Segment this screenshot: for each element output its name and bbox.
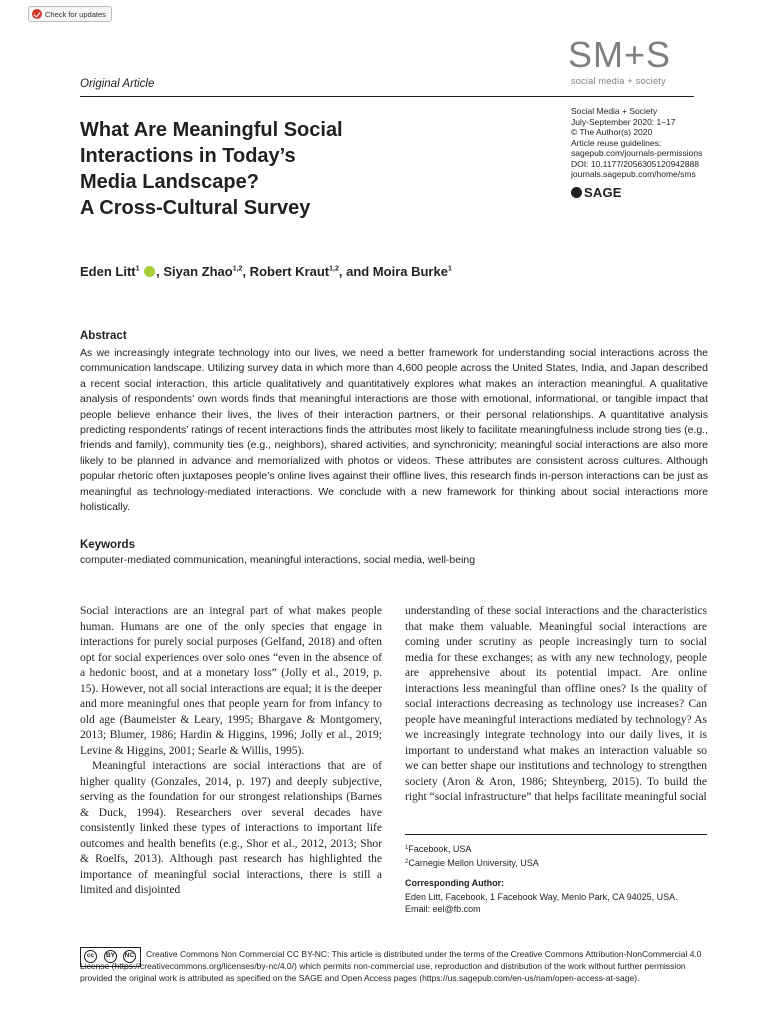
orcid-icon[interactable] [144, 266, 155, 277]
body-paragraph: understanding of these social interactions and the characteristics that make them valuable. Meaningful social interactions are coming under scrutiny as people increasingly turn to social media for these exchanges; as with any new technology, people are apprehensive about its potential impact. Are online interactions less meaningful than offline ones? Is the quality of social interactions decreasing as technology use increases? Can people have meaningful interactions mediated by technology? As we increasingly integrate technology into our daily lives, it is important to understand what makes an interaction valuable so we can better shape our institutions and technology to strengthen society (Aron & Aron, 1986; Shteynberg, 2015). To build the right “social infrastructure” that helps facilitate meaningful social [405, 605, 707, 803]
title-line: What Are Meaningful Social [80, 119, 343, 141]
affiliation-marker: 1 [405, 845, 409, 851]
sage-icon [571, 187, 582, 198]
publisher-logo [571, 185, 622, 200]
body-paragraph: Meaningful interactions are social interactions that are of higher quality (Gonzales, 2014, p. 197) and deeply subjective, serving as the foundation for our strongest relationships (Barnes & Duck, 1994). Researchers over several decades have consistently linked these types of interactions to important life outcomes and health benefits (e.g., Shor et al., 2012, 2013; Shor & Roelfs, 2013). Although past research has highlighted the importance of meaningful social interactions, there is still a limited and disjointed [80, 760, 382, 896]
issue-date: July-September 2020: 1–17 [571, 116, 676, 127]
body-column-right [405, 604, 707, 806]
abstract-heading: Abstract [80, 330, 127, 342]
abstract-text: As we increasingly integrate technology into our lives, we need a better framework for understanding social interactions across the communication landscape. Utilizing survey data in which more than 4,600 people across the United States, India, and Japan described a recent social interaction, this article qualitatively and quantitatively explores what makes an interaction meaningful. A qualitative analysis of respondents’ own words finds that meaningful interactions are those with emotional, informational, or tangible impact that people believe enhance their lives, the lives of their interaction partners, or their personal relationships. A quantitative analysis predicting respondents’ ratings of recent interactions finds the attributes most likely to facilitate meaningfulness include strong ties (e.g., friends and family), community ties (e.g., neighbors), shared activities, and synchronicity; meaningful social interactions are also more likely to be planned in advance and memorialized with photos or videos. These attributes are consistent across cultures. Although popular rhetoric often juxtaposes people’s online lives against their offline lives, this research finds in-person interactions can be just as meaningful as technology-mediated interactions. We conclude with a new framework for thinking about social interactions more holistically. [80, 347, 708, 514]
article-type: Original Article [80, 78, 155, 90]
check-for-updates-badge[interactable] [28, 6, 112, 22]
affiliation-item [405, 842, 707, 856]
author-affiliation-marker: 1 [447, 265, 452, 273]
journal-logo-subtitle: social media + society [571, 76, 666, 86]
author-affiliation-marker: 1,2 [329, 265, 339, 273]
affiliation-item [405, 856, 707, 870]
corresponding-address: Eden Litt, Facebook, 1 Facebook Way, Menlo Park, CA 94025, USA. [405, 892, 678, 902]
footnote-rule [405, 834, 707, 835]
journal-home-link[interactable]: journals.sagepub.com/home/sms [571, 169, 696, 179]
affiliation-text: Facebook, USA [408, 844, 472, 854]
author-name: , Robert Kraut [242, 264, 330, 279]
keywords-text: computer-mediated communication, meaningful interactions, social media, well-being [80, 554, 476, 566]
title-line: A Cross-Cultural Survey [80, 197, 311, 219]
article-title [80, 117, 400, 221]
doi[interactable]: DOI: 10.1177/2056305120942888 [571, 158, 699, 169]
author-affiliation-marker: 1,2 [232, 265, 243, 273]
corresponding-author-details [405, 891, 707, 915]
author-name: , and Moira Burke [338, 264, 448, 279]
author-name: Eden Litt [80, 264, 136, 279]
body-paragraph: Social interactions are an integral part of what makes people human. Humans are one of the only species that engage in interactions for purely social purposes (Gelfand, 2018) and often opt for social experiences over solo ones “even in the absence of a hedonic boost, and at a monetary loss” (Jolly et al., 2019, p. 15). However, not all social interactions are equal; it is the deeper and more meaningful ones that people yearn for from infancy to old age (Baumeister & Leary, 1995; Bhargave & Montgomery, 2013; Blumer, 1986; Hardin & Higgins, 1996; Jolly et al., 2019; Levine & Higgins, 2001; Searle & Willis, 1995). [80, 605, 382, 757]
affiliation-text: Carnegie Mellon University, USA [408, 858, 539, 868]
corresponding-email[interactable]: Email: eel@fb.com [405, 904, 481, 914]
copyright: © The Author(s) 2020 [571, 127, 653, 137]
reuse-label: Article reuse guidelines: [571, 137, 662, 148]
permissions-link[interactable]: sagepub.com/journals-permissions [571, 148, 703, 158]
journal-info [571, 106, 731, 180]
noncommercial-icon: NC [123, 950, 136, 963]
affiliations [405, 842, 707, 870]
affiliation-marker: 2 [405, 859, 409, 865]
journal-name: Social Media + Society [571, 106, 658, 116]
author-name: , Siyan Zhao [156, 264, 233, 279]
author-list [80, 264, 720, 279]
license-text: Creative Commons Non Commercial CC BY-NC: This article is distributed under the terms of the Creative Commons Attribution-NonCommercial 4.0 License (https://creativecommons.org/licenses/by-nc/4.0/) which permits non-commercial use, reproduction and distribution of the work without further permission provided the original work is attributed as specified on the SAGE and Open Access pages (https://us.sagepub.com/en-us/nam/open-access-at-sage). [80, 949, 702, 983]
title-line: Media Landscape? [80, 171, 259, 193]
body-column-left [80, 604, 382, 899]
publisher-name: SAGE [584, 185, 622, 200]
journal-logo: SM+S [568, 34, 672, 75]
check-icon [32, 9, 42, 19]
cc-icon: cc [84, 950, 97, 963]
attribution-icon: BY [104, 950, 117, 963]
license-statement [80, 948, 710, 984]
badge-label: Check for updates [45, 10, 106, 19]
header-rule [80, 96, 694, 97]
author-affiliation-marker: 1 [135, 265, 140, 273]
title-line: Interactions in Today’s [80, 145, 296, 167]
keywords-heading: Keywords [80, 539, 135, 551]
corresponding-author-heading: Corresponding Author: [405, 878, 505, 888]
